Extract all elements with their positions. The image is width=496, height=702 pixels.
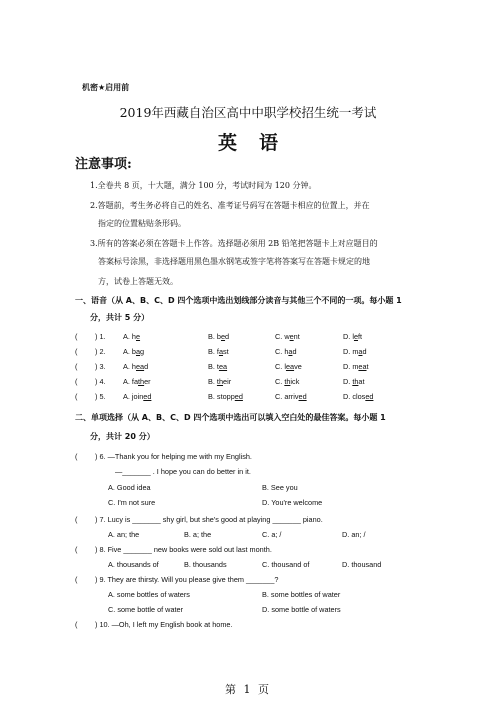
- question-text: ) 7. Lucy is _______ shy girl, but she's good at playing _______ piano.: [95, 515, 323, 524]
- answer-paren: (: [75, 332, 78, 341]
- q6-option-a: A. Good idea: [108, 483, 151, 492]
- notice-item-1: 1.全卷共 8 页，十大题，满分 100 分，考试时间为 120 分钟。: [90, 181, 317, 190]
- q6-option-c: C. I'm not sure: [108, 498, 156, 507]
- question-text: ) 8. Five _______ new books were sold out last month.: [95, 545, 272, 554]
- section2-heading-cont: 分，共计 20 分）: [90, 432, 155, 441]
- notice-item-3-cont: 答案标号涂黑，非选择题用黑色墨水钢笔或签字笔将答案写在答题卡规定的地: [98, 257, 370, 266]
- question-8-stem: [75, 545, 455, 557]
- notice-heading: 注意事项:: [75, 157, 132, 172]
- question-row-5: [75, 392, 455, 404]
- section1-heading-cont: 分，共计 5 分）: [90, 313, 150, 322]
- option-a: A. bag: [123, 347, 145, 356]
- q7-option-a: A. an; the: [108, 530, 140, 539]
- notice-item-3: 3.所有的答案必须在答题卡上作答。选择题必须用 2B 铅笔把答题卡上对应题目的: [90, 239, 378, 248]
- question-number: ) 1.: [95, 332, 106, 341]
- option-a: A. head: [123, 362, 149, 371]
- question-number: ) 5.: [95, 392, 106, 401]
- section2-heading: 二、单项选择（从 A、B、C、D 四个选项中选出可以填入空白处的最佳答案。每小题 1: [75, 413, 386, 422]
- q7-option-d: D. an; /: [342, 530, 366, 539]
- option-a: A. he: [123, 332, 141, 341]
- notice-item-2: 2.答题前，考生务必将自己的姓名、准考证号码写在答题卡相应的位置上，并在: [90, 201, 370, 210]
- option-d: D. meat: [343, 362, 369, 371]
- option-b: B. bed: [208, 332, 230, 341]
- option-c: C. thick: [275, 377, 300, 386]
- notice-item-3-cont2: 方，试卷上答题无效。: [98, 277, 178, 286]
- q7-option-c: C. a; /: [262, 530, 282, 539]
- subject-title: 英语: [217, 132, 300, 154]
- q8-option-c: C. thousand of: [262, 560, 310, 569]
- option-c: C. went: [275, 332, 300, 341]
- question-number: ) 2.: [95, 347, 106, 356]
- confidential-label: 机密★启用前: [82, 83, 130, 92]
- section1-heading: 一、语音（从 A、B、C、D 四个选项中选出划线部分读音与其他三个不同的一项。每小题 1: [75, 296, 402, 305]
- q8-option-a: A. thousands of: [108, 560, 159, 569]
- question-number: ) 4.: [95, 377, 106, 386]
- answer-paren: (: [75, 452, 78, 461]
- q8-option-d: D. thousand: [342, 560, 382, 569]
- question-10-stem: [75, 620, 455, 632]
- option-c: C. leave: [275, 362, 302, 371]
- question-text: ) 9. They are thirsty. Will you please give them _______?: [95, 575, 279, 584]
- option-c: C. arrived: [275, 392, 307, 401]
- answer-paren: (: [75, 575, 78, 584]
- option-a: A. joined: [123, 392, 152, 401]
- question-text: ) 10. —Oh, I left my English book at home.: [95, 620, 233, 629]
- answer-paren: (: [75, 347, 78, 356]
- question-6-stem: [75, 452, 455, 464]
- question-row-4: [75, 377, 455, 389]
- question-6-reply: —_______ . I hope you can do better in it.: [115, 467, 251, 476]
- option-b: B. fast: [208, 347, 229, 356]
- q9-option-a: A. some bottles of waters: [108, 590, 190, 599]
- option-b: B. their: [208, 377, 232, 386]
- q6-option-d: D. You're welcome: [262, 498, 323, 507]
- question-row-1: [75, 332, 455, 344]
- question-row-2: [75, 347, 455, 359]
- option-b: B. stopped: [208, 392, 243, 401]
- option-b: B. tea: [208, 362, 228, 371]
- question-text: ) 6. —Thank you for helping me with my English.: [95, 452, 252, 461]
- option-c: C. had: [275, 347, 297, 356]
- answer-paren: (: [75, 620, 78, 629]
- option-d: D. that: [343, 377, 365, 386]
- answer-paren: (: [75, 392, 78, 401]
- option-d: D. mad: [343, 347, 367, 356]
- option-d: D. closed: [343, 392, 374, 401]
- q6-option-b: B. See you: [262, 483, 298, 492]
- answer-paren: (: [75, 515, 78, 524]
- question-9-stem: [75, 575, 455, 587]
- notice-item-2-cont: 指定的位置粘贴条形码。: [98, 219, 186, 228]
- q8-option-b: B. thousands: [184, 560, 227, 569]
- question-row-3: [75, 362, 455, 374]
- question-7-stem: [75, 515, 455, 527]
- question-number: ) 3.: [95, 362, 106, 371]
- q9-option-c: C. some bottle of water: [108, 605, 184, 614]
- exam-title: 2019年西藏自治区高中中职学校招生统一考试: [119, 105, 377, 120]
- answer-paren: (: [75, 377, 78, 386]
- q7-option-b: B. a; the: [184, 530, 212, 539]
- q9-option-b: B. some bottles of water: [262, 590, 341, 599]
- answer-paren: (: [75, 362, 78, 371]
- option-d: D. left: [343, 332, 363, 341]
- page-number: 第 1 页: [225, 683, 271, 696]
- option-a: A. father: [123, 377, 151, 386]
- answer-paren: (: [75, 545, 78, 554]
- q9-option-d: D. some bottle of waters: [262, 605, 341, 614]
